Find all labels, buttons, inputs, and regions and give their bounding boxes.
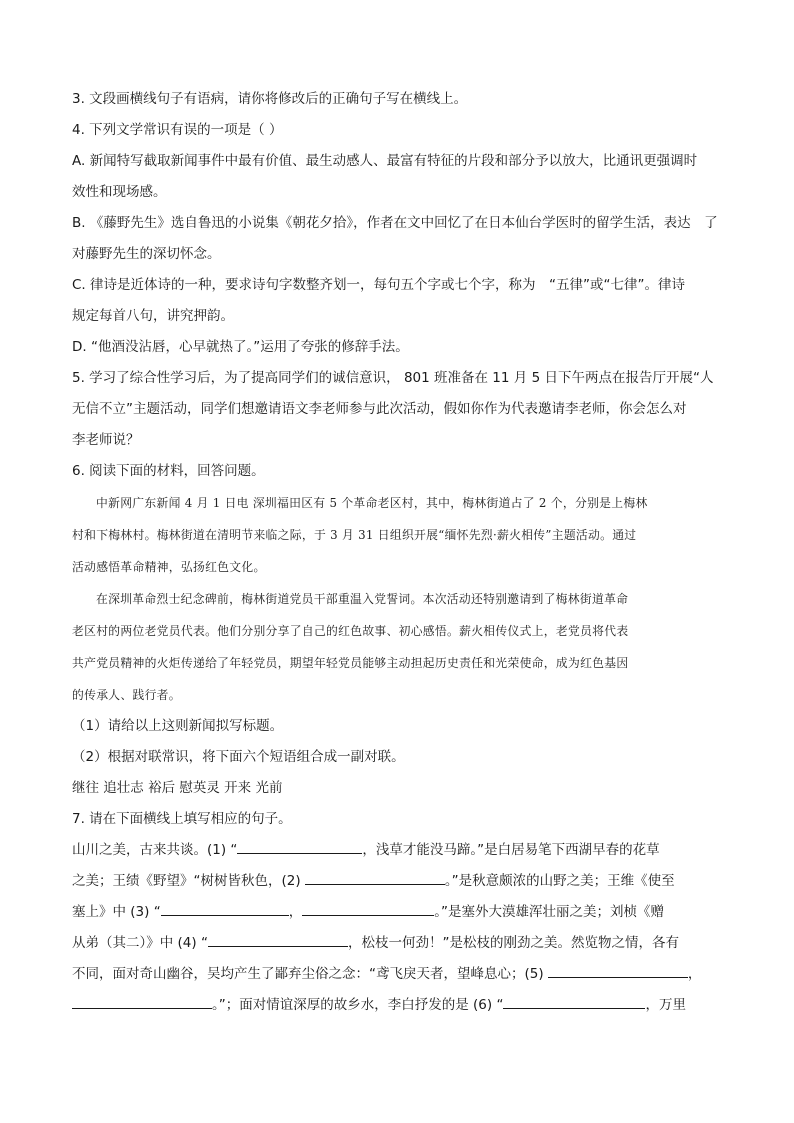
exam-page	[72, 84, 722, 1021]
option-b-line-2: 对藤野先生的深切怀念。	[72, 246, 221, 262]
couplet-phrases: 继往 追壮志 裕后 慰英灵 开来 光前	[72, 780, 283, 796]
question-6-sub-1: （1）请给以上这则新闻拟写标题。	[72, 718, 284, 734]
answer-blank-5a[interactable]	[548, 960, 688, 978]
question-7-line-3: 塞上》中 (3) “ ， 。”是塞外大漠雄浑壮丽之美；刘桢《赠	[72, 897, 722, 928]
option-a-line-1: A. 新闻特写截取新闻事件中最有价值、最生动感人、最富有特征的片段和部分予以放大，比通讯更强调时	[72, 153, 698, 169]
option-c-line-1: C. 律诗是近体诗的一种，要求诗句字数整齐划一，每句五个字或七个字，称为 “五律”或“七律”。律诗	[72, 277, 685, 293]
material-p2-line-2: 老区村的两位老党员代表。他们分别分享了自己的红色故事、初心感悟。薪火相传仪式上，老党员将代表	[72, 624, 629, 638]
question-4-stem: 4. 下列文学常识有误的一项是（ ）	[72, 122, 283, 138]
material-p1-line-2: 村和下梅林村。梅林街道在清明节来临之际，于 3 月 31 日组织开展“缅怀先烈·薪火相传”主题活动。通过	[72, 528, 637, 542]
answer-blank-4[interactable]	[208, 929, 348, 947]
question-5-line-1: 5. 学习了综合性学习后，为了提高同学们的诚信意识， 801 班准备在 11 月 5 日下午两点在报告厅开展“人	[72, 370, 714, 386]
news-material	[72, 487, 722, 711]
question-6-stem: 6. 阅读下面的材料，回答问题。	[72, 463, 265, 479]
answer-blank-2[interactable]	[305, 867, 445, 885]
question-7-line-6: 。”；面对情谊深厚的故乡水，李白抒发的是 (6) “ ，万里	[72, 990, 722, 1021]
answer-blank-3b[interactable]	[302, 898, 434, 916]
answer-blank-3a[interactable]	[161, 898, 289, 916]
question-7-line-5: 不同，面对奇山幽谷，吴均产生了鄙弃尘俗之念：“鸢飞戾天者，望峰息心；(5) ，	[72, 959, 722, 990]
material-p2-line-1: 在深圳革命烈士纪念碑前，梅林街道党员干部重温入党誓词。本次活动还特别邀请到了梅林街道革命	[96, 592, 629, 606]
option-d: D. “他酒没沾唇，心早就热了。”运用了夸张的修辞手法。	[72, 339, 409, 355]
material-p2-line-3: 共产党员精神的火炬传递给了年轻党员，期望年轻党员能够主动担起历史责任和光荣使命，成为红色基因	[72, 656, 629, 670]
answer-blank-6[interactable]	[503, 991, 645, 1009]
question-7-line-1: 山川之美，古来共谈。(1) “ ，浅草才能没马蹄。”是白居易笔下西湖早春的花草	[72, 835, 722, 866]
material-p1-line-1: 中新网广东新闻 4 月 1 日电 深圳福田区有 5 个革命老区村，其中，梅林街道占了 2 个，分别是上梅林	[96, 496, 648, 510]
question-7-stem: 7. 请在下面横线上填写相应的句子。	[72, 811, 292, 827]
answer-blank-5b[interactable]	[72, 991, 212, 1009]
question-7-line-4: 从弟（其二）》中 (4) “ ，松枝一何劲！”是松枝的刚劲之美。然览物之情，各有	[72, 928, 722, 959]
question-5-line-2: 无信不立”主题活动，同学们想邀请语文李老师参与此次活动，假如你作为代表邀请李老师，你会怎么对	[72, 401, 687, 417]
question-5-line-3: 李老师说？	[72, 432, 140, 448]
question-6-sub-2: （2）根据对联常识，将下面六个短语组合成一副对联。	[72, 749, 405, 765]
question-7-line-2: 之美；王绩《野望》“树树皆秋色，(2) 。”是秋意颇浓的山野之美；王维《使至	[72, 866, 722, 897]
material-p1-line-3: 活动感悟革命精神，弘扬红色文化。	[72, 560, 266, 574]
material-p2-line-4: 的传承人、践行者。	[72, 688, 181, 702]
question-3: 3. 文段画横线句子有语病，请你将修改后的正确句子写在横线上。	[72, 91, 468, 107]
option-b-line-1: B. 《藤野先生》选自鲁迅的小说集《朝花夕拾》，作者在文中回忆了在日本仙台学医时的留学生活，表达 了	[72, 215, 718, 231]
option-a-line-2: 效性和现场感。	[72, 184, 167, 200]
answer-blank-1[interactable]	[237, 836, 362, 854]
option-c-line-2: 规定每首八句，讲究押韵。	[72, 308, 234, 324]
